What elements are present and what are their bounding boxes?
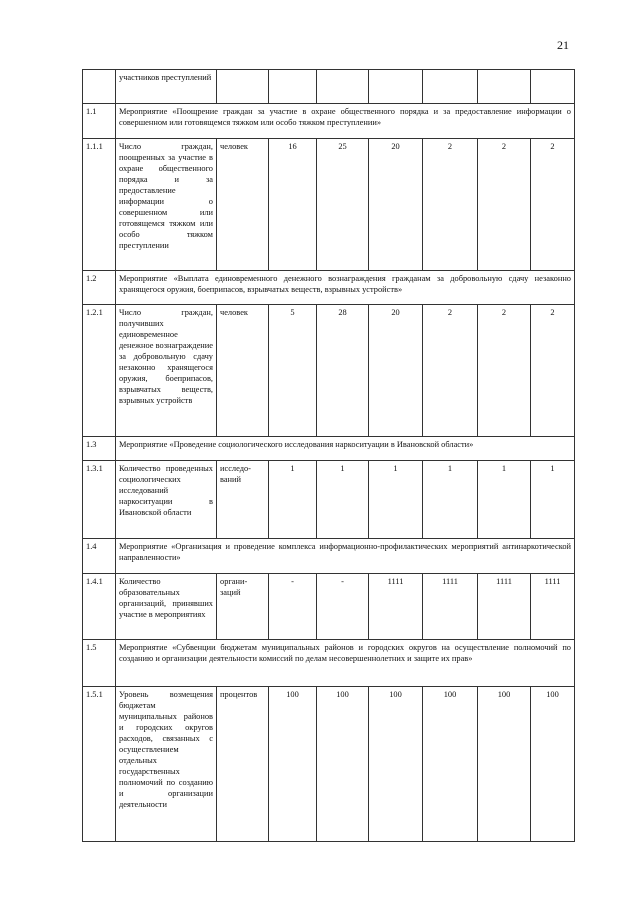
row-number: 1.3.1 <box>83 461 116 539</box>
cell-unit <box>217 70 269 104</box>
indicator-row <box>83 687 575 842</box>
page-number: 21 <box>557 38 569 52</box>
event-title: Мероприятие «Проведение социологического исследования наркоситуации в Ивановской области» <box>116 437 575 461</box>
row-number: 1.5.1 <box>83 687 116 842</box>
indicator-name: Число граждан, получивших единовременное денежное вознаграждение за добровольную сдачу незаконно хранящегося оружия, боеприпасов, взрывчатых веществ, взрывных устройств <box>116 305 217 437</box>
indicator-value: 20 <box>369 305 423 437</box>
indicator-name: Уровень возмещения бюджетам муниципальных районов и городских округов расходов, связанных с осуществлением отдельных государственных полномочий по созданию и организации деятельности <box>116 687 217 842</box>
indicator-unit: исследо-ваний <box>217 461 269 539</box>
event-row <box>83 539 575 574</box>
indicator-value: 100 <box>369 687 423 842</box>
event-row <box>83 104 575 139</box>
row-number: 1.4.1 <box>83 574 116 640</box>
cell-value <box>531 70 575 104</box>
indicator-value: 100 <box>531 687 575 842</box>
indicator-value: 100 <box>317 687 369 842</box>
indicator-value: 1111 <box>423 574 478 640</box>
indicator-value: 1 <box>369 461 423 539</box>
indicator-value: 1 <box>269 461 317 539</box>
cell-value <box>478 70 531 104</box>
indicator-value: 2 <box>423 139 478 271</box>
cell-num <box>83 70 116 104</box>
indicator-value: 1111 <box>531 574 575 640</box>
row-number: 1.2.1 <box>83 305 116 437</box>
indicator-value: 28 <box>317 305 369 437</box>
indicator-name: Число граждан, поощренных за участие в охране общественного порядка и за предоставление информации о совершенном или готовящемся тяжком или особо тяжком преступлении <box>116 139 217 271</box>
indicator-unit: органи-заций <box>217 574 269 640</box>
indicator-value: 2 <box>423 305 478 437</box>
indicator-value: 100 <box>269 687 317 842</box>
indicator-value: 1111 <box>369 574 423 640</box>
indicator-value: 25 <box>317 139 369 271</box>
row-number: 1.1.1 <box>83 139 116 271</box>
indicator-value: 1 <box>531 461 575 539</box>
cell-value <box>369 70 423 104</box>
cell-value <box>317 70 369 104</box>
event-row <box>83 271 575 305</box>
indicator-row <box>83 139 575 271</box>
indicator-value: - <box>269 574 317 640</box>
indicator-row <box>83 305 575 437</box>
indicator-value: 1 <box>317 461 369 539</box>
indicator-unit: человек <box>217 139 269 271</box>
indicator-name: участников преступлений <box>116 70 217 104</box>
cell-value <box>423 70 478 104</box>
indicator-value: 20 <box>369 139 423 271</box>
row-number: 1.3 <box>83 437 116 461</box>
indicators-table <box>82 69 575 842</box>
indicator-name: Количество образовательных организаций, принявших участие в мероприятиях <box>116 574 217 640</box>
table-row-continuation <box>83 70 575 104</box>
indicator-value: 1111 <box>478 574 531 640</box>
indicator-value: 1 <box>423 461 478 539</box>
indicator-unit: процентов <box>217 687 269 842</box>
indicator-value: 2 <box>478 139 531 271</box>
indicator-unit: человек <box>217 305 269 437</box>
indicator-value: 2 <box>531 139 575 271</box>
indicator-name: Количество проведенных социологических исследований наркоситуации в Ивановской области <box>116 461 217 539</box>
indicator-value: - <box>317 574 369 640</box>
event-row <box>83 437 575 461</box>
indicator-value: 1 <box>478 461 531 539</box>
indicator-row <box>83 461 575 539</box>
cell-value <box>269 70 317 104</box>
event-row <box>83 640 575 687</box>
indicator-value: 2 <box>478 305 531 437</box>
indicator-value: 5 <box>269 305 317 437</box>
indicator-value: 100 <box>423 687 478 842</box>
indicator-value: 2 <box>531 305 575 437</box>
event-title: Мероприятие «Поощрение граждан за участие в охране общественного порядка и за предоставление информации о совершенном или готовящемся тяжком или особо тяжком преступлении» <box>116 104 575 139</box>
row-number: 1.2 <box>83 271 116 305</box>
indicator-value: 100 <box>478 687 531 842</box>
event-title: Мероприятие «Выплата единовременного денежного вознаграждения гражданам за добровольную сдачу незаконно хранящегося оружия, боеприпасов, взрывчатых веществ, взрывных устройств» <box>116 271 575 305</box>
row-number: 1.5 <box>83 640 116 687</box>
event-title: Мероприятие «Субвенции бюджетам муниципальных районов и городских округов на осуществление полномочий по созданию и организации деятельности комиссий по делам несовершеннолетних и защите их прав» <box>116 640 575 687</box>
event-title: Мероприятие «Организация и проведение комплекса информационно-профилактических мероприятий антинаркотической направленности» <box>116 539 575 574</box>
indicator-value: 16 <box>269 139 317 271</box>
indicator-row <box>83 574 575 640</box>
row-number: 1.4 <box>83 539 116 574</box>
row-number: 1.1 <box>83 104 116 139</box>
